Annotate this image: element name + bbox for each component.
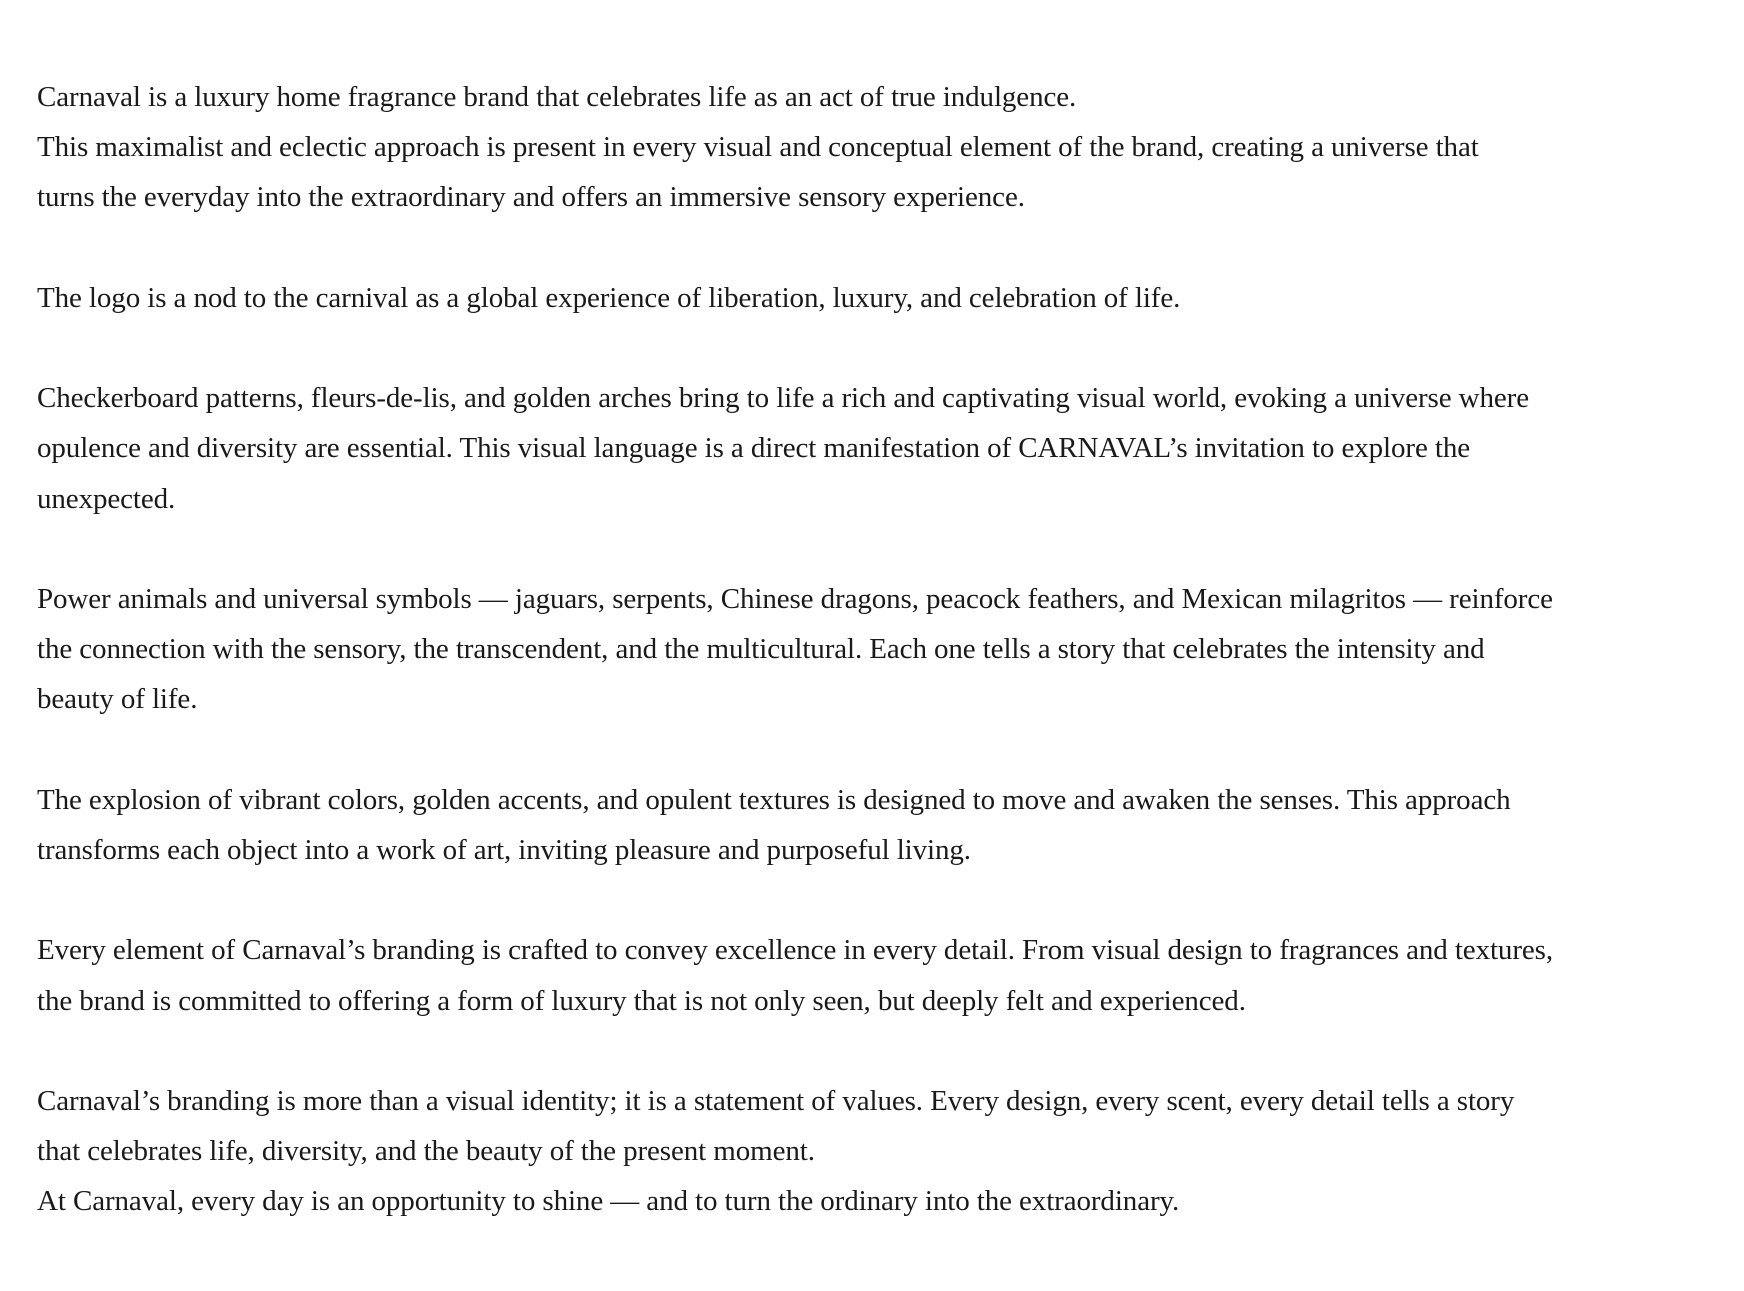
text-line: At Carnaval, every day is an opportunity to shine — and to turn the ordinary into the extraordinary. [37,1185,1180,1218]
paragraph-intro [37,72,1717,223]
text-line: This maximalist and eclectic approach is present in every visual and conceptual element of the brand, creating a universe that [37,131,1479,164]
document-body [37,72,1717,1227]
paragraph-patterns [37,373,1717,524]
text-line: transforms each object into a work of art, inviting pleasure and purposeful living. [37,833,971,866]
text-line: turns the everyday into the extraordinary and offers an immersive sensory experience. [37,181,1025,214]
paragraph-colors [37,775,1717,875]
paragraph-values [37,1076,1717,1227]
text-line: the brand is committed to offering a form of luxury that is not only seen, but deeply felt and experienced. [37,984,1246,1017]
text-line: the connection with the sensory, the transcendent, and the multicultural. Each one tells a story that celebrates the intensity and [37,633,1485,666]
paragraph-symbols [37,574,1717,725]
text-line: Every element of Carnaval’s branding is crafted to convey excellence in every detail. From visual design to fragrances and textures, [37,934,1553,967]
text-line: Carnaval is a luxury home fragrance brand that celebrates life as an act of true indulgence. [37,81,1077,113]
text-line: Carnaval’s branding is more than a visual identity; it is a statement of values. Every design, every scent, every detail tells a story [37,1084,1515,1117]
text-line: opulence and diversity are essential. This visual language is a direct manifestation of CARNAVAL’s invitation to explore the [37,432,1471,465]
text-line: beauty of life. [37,683,198,716]
paragraph-logo [37,273,1717,323]
text-line: The logo is a nod to the carnival as a global experience of liberation, luxury, and celebration of life. [37,281,1181,314]
text-line: The explosion of vibrant colors, golden accents, and opulent textures is designed to move and awaken the senses. This approach [37,783,1511,816]
text-line: unexpected. [37,482,176,515]
text-line: that celebrates life, diversity, and the beauty of the present moment. [37,1135,815,1168]
text-line: Checkerboard patterns, fleurs-de-lis, and golden arches bring to life a rich and captivating visual world, evoking a universe where [37,382,1529,415]
text-line: Power animals and universal symbols — jaguars, serpents, Chinese dragons, peacock feathers, and Mexican milagritos — reinforce [37,582,1553,615]
paragraph-excellence [37,925,1717,1025]
